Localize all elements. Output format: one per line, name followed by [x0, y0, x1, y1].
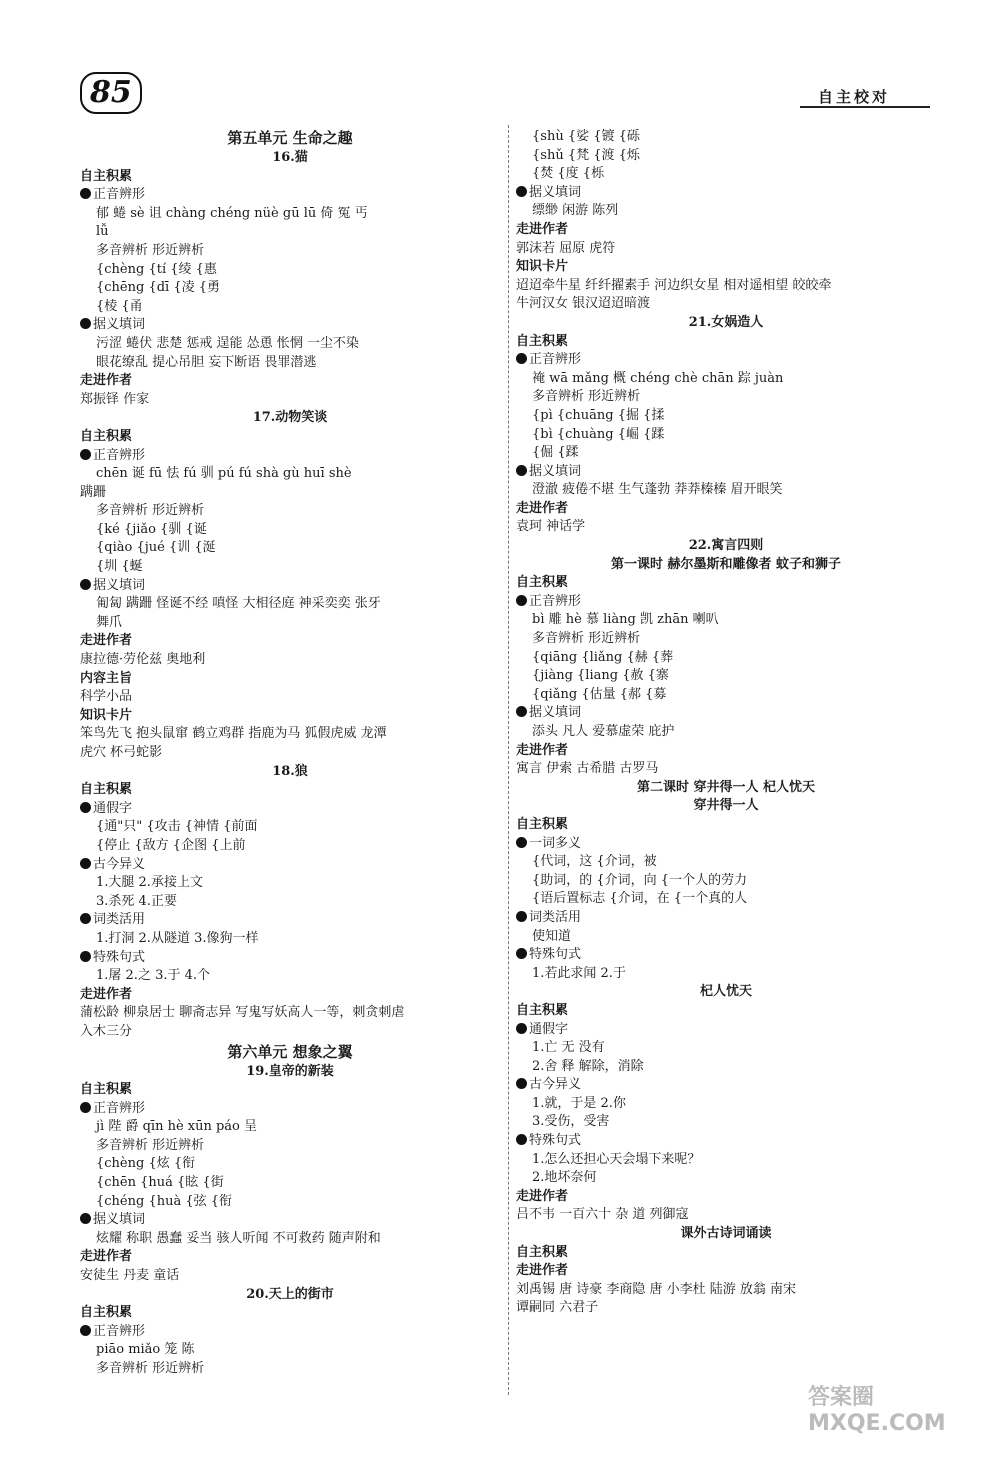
text-line	[80, 725, 500, 744]
section-heading	[516, 983, 936, 1002]
line-text: {chēn {huá {眩 {街	[96, 1175, 224, 1191]
line-text: 一词多义	[529, 835, 582, 851]
line-text: {qiào {jué {训 {涎	[96, 540, 216, 556]
text-line	[516, 872, 936, 891]
bullet-icon	[516, 465, 527, 476]
line-text: 正音辨形	[529, 352, 582, 368]
text-line	[80, 1137, 500, 1156]
line-text: 使知道	[532, 928, 572, 944]
line-text: 正音辨形	[93, 447, 146, 463]
unit-title	[80, 1042, 500, 1063]
text-line	[80, 354, 500, 373]
line-text: {焚 {度 {栎	[532, 166, 605, 182]
line-text: 走进作者	[516, 742, 569, 758]
line-text: 杞人忧天	[699, 984, 752, 1000]
text-line	[516, 723, 936, 742]
line-text: 第六单元 想象之翼	[227, 1042, 353, 1061]
line-text: chēn 诞 fū 怯 fú 驯 pú fú shà gù huī shè	[96, 466, 352, 482]
text-line	[80, 595, 500, 614]
line-text: {倔 {蹂	[532, 445, 579, 461]
text-line	[80, 428, 500, 447]
line-text: 特殊句式	[529, 947, 582, 963]
bullet-icon	[80, 579, 91, 590]
line-text: 郑振铎 作家	[80, 391, 150, 407]
line-text: 笨鸟先飞 抱头鼠窜 鹤立鸡群 指鹿为马 狐假虎威 龙潭	[80, 726, 387, 742]
page-header	[0, 0, 1000, 120]
text-line	[516, 518, 936, 537]
bullet-icon	[516, 837, 527, 848]
right-column	[516, 128, 936, 1318]
text-line	[516, 574, 936, 593]
line-text: 多音辨析 形近辨析	[96, 503, 205, 519]
text-line	[80, 1211, 500, 1230]
text-line	[516, 351, 936, 370]
line-text: 走进作者	[516, 500, 569, 516]
bullet-icon	[516, 911, 527, 922]
section-heading	[516, 556, 936, 575]
line-text: 课外古诗词诵读	[680, 1226, 772, 1242]
text-line	[80, 391, 500, 410]
text-line	[516, 240, 936, 259]
text-line	[80, 1341, 500, 1360]
line-text: 澄澈 疲倦不堪 生气蓬勃 莽莽榛榛 眉开眼笑	[532, 482, 783, 498]
header-rule	[800, 106, 930, 108]
column-divider	[508, 125, 509, 1395]
text-line	[516, 463, 936, 482]
text-line	[516, 1151, 936, 1170]
line-text: {助词，的 {介词，向 {一个人的劳力	[532, 872, 748, 888]
line-text: 据义填词	[93, 1212, 146, 1228]
text-line	[80, 502, 500, 521]
line-text: 16.猫	[272, 150, 308, 165]
line-text: 自主积累	[516, 816, 569, 832]
text-line	[80, 205, 500, 224]
text-line	[516, 221, 936, 240]
line-text: {jiàng {liang {赦 {寨	[532, 668, 669, 684]
text-line	[516, 1113, 936, 1132]
line-text: 自主积累	[516, 575, 569, 591]
text-line	[80, 1174, 500, 1193]
text-line	[516, 1058, 936, 1077]
text-line	[516, 258, 936, 277]
text-line	[80, 1323, 500, 1342]
line-text: 1.若此求闻 2.于	[532, 965, 626, 981]
line-text: jì 陛 爵 qīn hè xūn páo 呈	[96, 1119, 258, 1135]
line-text: 蒲松龄 柳泉居士 聊斋志异 写鬼写妖高人一等，刺贪刺虐	[80, 1005, 405, 1021]
text-line	[516, 742, 936, 761]
text-line	[516, 407, 936, 426]
line-text: {停止 {敌方 {企图 {上前	[96, 837, 246, 853]
line-text: 据义填词	[93, 317, 146, 333]
text-line	[80, 837, 500, 856]
line-text: 自主积累	[516, 333, 569, 349]
text-line	[516, 388, 936, 407]
line-text: 20.天上的街市	[246, 1286, 334, 1302]
text-line	[516, 202, 936, 221]
text-line	[80, 707, 500, 726]
line-text: 迢迢牵牛星 纤纤擢素手 河边织女星 相对遥相望 皎皎牵	[516, 277, 832, 293]
line-text: lǚ	[96, 224, 109, 240]
line-text: 康拉德·劳伦兹 奥地利	[80, 652, 206, 668]
line-text: 穿井得一人	[693, 798, 759, 814]
line-text: 1.亡 无 没有	[532, 1040, 605, 1056]
line-text: 走进作者	[516, 1188, 569, 1204]
watermark: 答案圈 MXQE.COM	[808, 1385, 946, 1436]
line-text: 内容主旨	[80, 670, 133, 686]
text-line	[516, 481, 936, 500]
text-line	[516, 853, 936, 872]
text-line	[80, 781, 500, 800]
bullet-icon	[80, 1102, 91, 1113]
line-text: 正音辨形	[93, 187, 146, 203]
line-text: 安徒生 丹麦 童话	[80, 1268, 180, 1284]
line-text: 多音辨析 形近辨析	[96, 1361, 205, 1376]
line-text: 科学小品	[80, 689, 133, 705]
line-text: 牛河汉女 银汉迢迢暗渡	[516, 296, 651, 312]
bullet-icon	[516, 595, 527, 606]
line-text: 3.杀死 4.正要	[96, 893, 177, 909]
line-text: 眼花缭乱 提心吊胆 妄下断语 畏罪潜逃	[96, 354, 317, 370]
line-text: {chēng {dī {凌 {勇	[96, 280, 221, 296]
text-line	[516, 1244, 936, 1263]
line-text: 2.地坏奈何	[532, 1170, 597, 1186]
line-text: 3.受伤，受害	[532, 1114, 610, 1130]
text-line	[80, 465, 500, 484]
line-text: 多音辨析 形近辨析	[96, 1137, 205, 1153]
line-text: 走进作者	[80, 986, 133, 1002]
bullet-icon	[80, 188, 91, 199]
text-line	[516, 1076, 936, 1095]
line-text: 缥缈 闲游 陈列	[532, 203, 619, 219]
text-line	[516, 835, 936, 854]
line-text: 蹒跚	[80, 484, 107, 500]
bullet-icon	[516, 1023, 527, 1034]
left-column	[80, 128, 500, 1379]
line-text: 1.怎么还担心天会塌下来呢？	[532, 1151, 701, 1167]
text-line	[516, 909, 936, 928]
line-text: 1.大腿 2.承接上文	[96, 875, 203, 891]
text-line	[516, 1262, 936, 1281]
text-line	[516, 1021, 936, 1040]
text-line	[80, 911, 500, 930]
line-text: 19.皇帝的新装	[246, 1063, 334, 1079]
line-text: 走进作者	[80, 1249, 133, 1265]
line-text: 18.狼	[272, 763, 308, 779]
text-line	[80, 670, 500, 689]
text-line	[516, 1095, 936, 1114]
line-text: 22.寓言四则	[688, 538, 764, 554]
line-text: 词类活用	[93, 912, 146, 928]
text-line	[516, 277, 936, 296]
line-text: 舞爪	[96, 614, 123, 630]
text-line	[80, 279, 500, 298]
text-line	[80, 614, 500, 633]
text-line	[80, 800, 500, 819]
page-number: 85	[80, 72, 142, 114]
line-text: {圳 {蜒	[96, 559, 143, 575]
text-line	[80, 1081, 500, 1100]
line-text: 自主积累	[516, 1244, 569, 1260]
line-text: {shù {娑 {镀 {砾	[532, 129, 640, 144]
text-line	[516, 1188, 936, 1207]
text-line	[80, 856, 500, 875]
text-line	[80, 484, 500, 503]
text-line	[80, 577, 500, 596]
text-line	[516, 184, 936, 203]
bullet-icon	[516, 948, 527, 959]
bullet-icon	[80, 1325, 91, 1336]
line-text: 虎穴 杯弓蛇影	[80, 745, 163, 760]
line-text: 知识卡片	[80, 707, 133, 723]
line-text: 21.女娲造人	[688, 314, 764, 330]
text-line	[516, 1299, 936, 1318]
text-line	[80, 168, 500, 187]
text-line	[80, 223, 500, 242]
line-text: 自主积累	[80, 1305, 133, 1321]
bullet-icon	[80, 951, 91, 962]
text-line	[516, 704, 936, 723]
text-line	[80, 1267, 500, 1286]
text-line	[80, 1230, 500, 1249]
line-text: {代词，这 {介词，被	[532, 854, 657, 870]
text-line	[80, 539, 500, 558]
text-line	[80, 651, 500, 670]
line-text: 多音辨析 形近辨析	[96, 242, 205, 258]
line-text: piāo miǎo 笼 陈	[96, 1342, 195, 1358]
text-line	[516, 500, 936, 519]
bullet-icon	[516, 1134, 527, 1145]
text-line	[80, 967, 500, 986]
text-line	[80, 1118, 500, 1137]
text-line	[80, 1023, 500, 1042]
line-text: {qiāng {liǎng {赫 {葬	[532, 649, 674, 665]
line-text: 自主积累	[516, 1002, 569, 1018]
text-line	[516, 946, 936, 965]
text-line	[516, 593, 936, 612]
line-text: 䄋 wā mǎng 概 chéng chè chān 踪 juàn	[532, 370, 784, 386]
line-text: 第一课时 赫尔墨斯和雕像者 蚊子和狮子	[610, 556, 842, 572]
text-line	[516, 667, 936, 686]
line-text: 2.舍 释 解除，消除	[532, 1058, 644, 1074]
text-line	[80, 1004, 500, 1023]
text-line	[80, 986, 500, 1005]
text-line	[80, 335, 500, 354]
bullet-icon	[516, 353, 527, 364]
text-line	[80, 1360, 500, 1379]
line-text: {pì {chuāng {掘 {揉	[532, 407, 665, 423]
line-text: 自主积累	[80, 428, 133, 444]
line-text: 匍匐 蹒跚 怪诞不经 嗔怪 大相径庭 神采奕奕 张牙	[96, 596, 381, 612]
line-text: 自主积累	[80, 782, 133, 798]
text-line	[516, 1206, 936, 1225]
line-text: 寓言 伊索 古希腊 古罗马	[516, 761, 659, 777]
line-text: {语后置标志 {介词，在 {一个真的人	[532, 891, 748, 907]
line-text: {ké {jiǎo {驯 {诞	[96, 521, 207, 537]
text-line	[516, 1002, 936, 1021]
line-text: 吕不韦 一百六十 杂 道 列御寇	[516, 1207, 689, 1223]
line-text: 刘禹锡 唐 诗豪 李商隐 唐 小李杜 陆游 放翁 南宋	[516, 1281, 797, 1297]
line-text: {chèng {炫 {衔	[96, 1156, 196, 1172]
line-text: 多音辨析 形近辨析	[532, 389, 641, 405]
bullet-icon	[80, 913, 91, 924]
text-line	[80, 1100, 500, 1119]
text-line	[516, 760, 936, 779]
text-line	[516, 965, 936, 984]
text-line	[516, 1169, 936, 1188]
line-text: {bì {chuàng {崛 {蹂	[532, 426, 665, 442]
line-text: 词类活用	[529, 909, 582, 925]
line-text: 正音辨形	[529, 593, 582, 609]
text-line	[80, 744, 500, 763]
header-title: 自主校对	[818, 88, 891, 106]
text-line	[80, 521, 500, 540]
line-text: 走进作者	[516, 221, 569, 237]
text-line	[80, 1248, 500, 1267]
line-text: {chèng {tí {绫 {惠	[96, 261, 217, 277]
line-text: 1.打洞 2.从隧道 3.像狗一样	[96, 930, 259, 946]
line-text: 走进作者	[80, 373, 133, 389]
line-text: 古今异义	[529, 1077, 582, 1093]
text-line	[80, 558, 500, 577]
line-text: 据义填词	[529, 705, 582, 721]
line-text: bì 雕 hè 慕 liàng 凯 zhān 喇叭	[532, 612, 719, 628]
text-line	[516, 816, 936, 835]
line-text: 古今异义	[93, 856, 146, 872]
text-line	[516, 611, 936, 630]
line-text: 第二课时 穿井得一人 杞人忧天	[636, 779, 816, 795]
bullet-icon	[516, 186, 527, 197]
line-text: 1.屠 2.之 3.于 4.个	[96, 968, 211, 984]
line-text: {chéng {huà {弦 {衔	[96, 1193, 233, 1209]
line-text: 据义填词	[529, 184, 582, 200]
line-text: 袁珂 神话学	[516, 519, 586, 535]
bullet-icon	[516, 1078, 527, 1089]
line-text: 通假字	[529, 1021, 569, 1037]
text-line	[516, 928, 936, 947]
text-line	[80, 298, 500, 317]
section-heading	[516, 797, 936, 816]
bullet-icon	[80, 802, 91, 813]
text-line	[80, 893, 500, 912]
bullet-icon	[80, 858, 91, 869]
text-line	[80, 1155, 500, 1174]
text-line	[80, 316, 500, 335]
section-heading	[516, 537, 936, 556]
line-text: 正音辨形	[93, 1100, 146, 1116]
text-line	[80, 447, 500, 466]
text-line	[516, 630, 936, 649]
text-line	[516, 686, 936, 705]
bullet-icon	[516, 706, 527, 717]
line-text: 郁 蜷 sè 诅 chàng chéng nüè gū lū 倚 冤 丐	[96, 205, 368, 221]
text-line	[80, 1193, 500, 1212]
text-line	[516, 128, 936, 147]
section-heading	[516, 314, 936, 333]
text-line	[80, 261, 500, 280]
line-text: {qiǎng {估量 {郝 {募	[532, 686, 667, 702]
text-line	[516, 890, 936, 909]
text-line	[516, 1132, 936, 1151]
line-text: 炫耀 称职 愚蠢 妥当 骇人听闻 不可救药 随声附和	[96, 1230, 381, 1246]
line-text: 自主积累	[80, 168, 133, 184]
line-text: 特殊句式	[93, 949, 146, 965]
text-line	[516, 1039, 936, 1058]
text-line	[80, 186, 500, 205]
text-line	[516, 295, 936, 314]
text-line	[516, 147, 936, 166]
text-line	[80, 632, 500, 651]
text-line	[80, 372, 500, 391]
line-text: 第五单元 生命之趣	[227, 129, 353, 147]
line-text: 入木三分	[80, 1023, 133, 1039]
line-text: 走进作者	[516, 1263, 569, 1279]
section-heading	[80, 1286, 500, 1305]
section-heading	[516, 1225, 936, 1244]
line-text: 17.动物笑谈	[252, 410, 328, 426]
line-text: 通假字	[93, 800, 133, 816]
section-heading	[80, 149, 500, 168]
text-line	[80, 1304, 500, 1323]
bullet-icon	[80, 449, 91, 460]
line-text: 多音辨析 形近辨析	[532, 631, 641, 647]
text-line	[516, 165, 936, 184]
unit-title	[80, 128, 500, 149]
section-heading	[80, 763, 500, 782]
text-line	[80, 949, 500, 968]
line-text: 知识卡片	[516, 259, 569, 275]
text-line	[516, 649, 936, 668]
bullet-icon	[80, 1213, 91, 1224]
line-text: 1.就，于是 2.你	[532, 1095, 626, 1111]
line-text: 自主积累	[80, 1082, 133, 1098]
section-heading	[80, 1063, 500, 1082]
line-text: 谭嗣同 六君子	[516, 1300, 599, 1316]
line-text: {通"只" {攻击 {神情 {前面	[96, 819, 258, 835]
line-text: 正音辨形	[93, 1323, 146, 1339]
bullet-icon	[80, 318, 91, 329]
line-text: {棱 {甬	[96, 298, 143, 314]
section-heading	[516, 779, 936, 798]
line-text: 郭沫若 屈原 虎符	[516, 240, 616, 256]
line-text: 据义填词	[93, 577, 146, 593]
line-text: 据义填词	[529, 463, 582, 479]
line-text: 特殊句式	[529, 1133, 582, 1149]
text-line	[516, 426, 936, 445]
text-line	[80, 688, 500, 707]
line-text: {shǔ {梵 {渡 {烁	[532, 147, 640, 163]
text-line	[516, 370, 936, 389]
text-line	[80, 242, 500, 261]
line-text: 走进作者	[80, 633, 133, 649]
text-line	[516, 1281, 936, 1300]
text-line	[80, 874, 500, 893]
text-line	[516, 444, 936, 463]
line-text: 添头 凡人 爱慕虚荣 庇护	[532, 724, 675, 739]
section-heading	[80, 409, 500, 428]
text-line	[80, 930, 500, 949]
line-text: 污涩 蜷伏 悲楚 惩戒 逞能 怂恿 怅惘 一尘不染	[96, 335, 359, 351]
text-line	[80, 818, 500, 837]
text-line	[516, 333, 936, 352]
